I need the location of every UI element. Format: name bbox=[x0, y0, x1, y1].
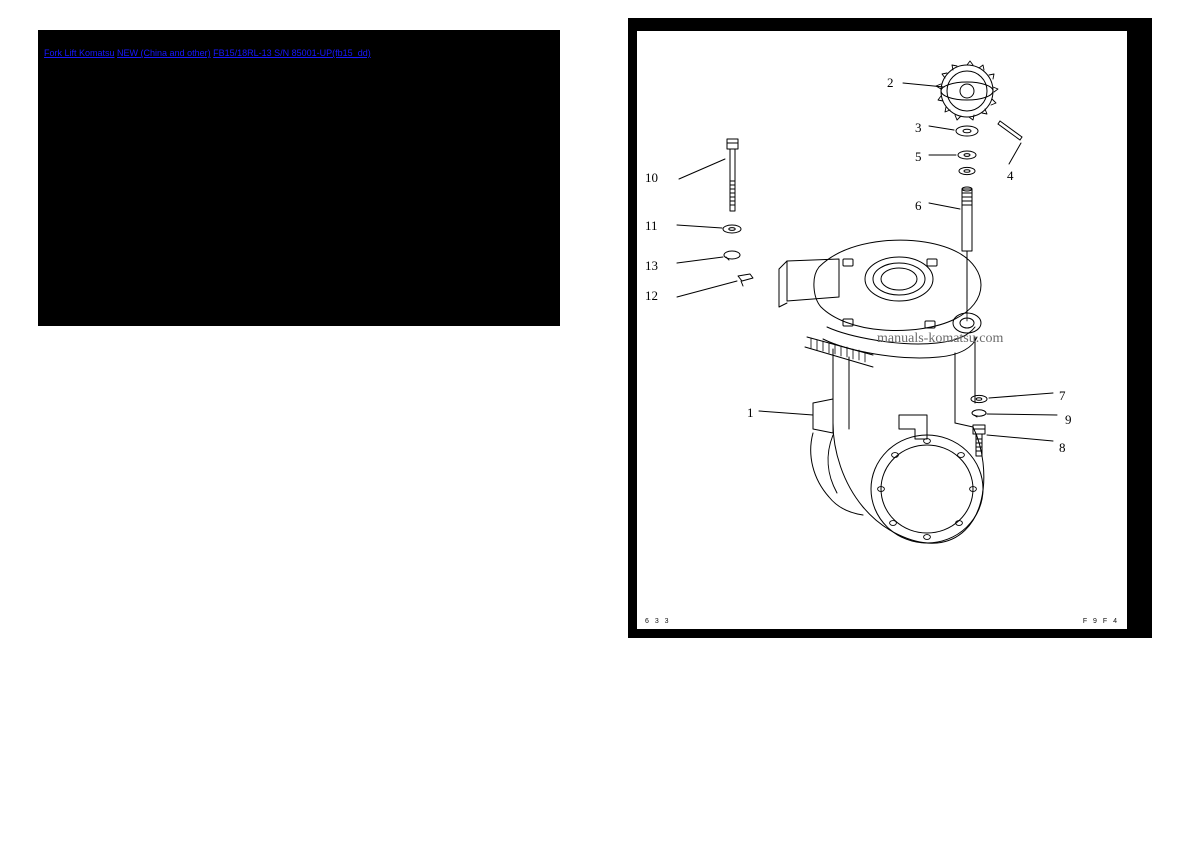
breadcrumb bbox=[44, 48, 371, 59]
diagram-canvas bbox=[637, 31, 1127, 629]
callout-2: 2 bbox=[887, 75, 894, 90]
callout-1: 1 bbox=[747, 405, 754, 420]
footer-code-left: 6 3 3 bbox=[645, 618, 671, 625]
washer-part-11 bbox=[723, 225, 741, 233]
breadcrumb-link-model[interactable]: FB15/18RL-13 S/N 85001-UP(fb15_dd) bbox=[213, 48, 371, 58]
callout-7: 7 bbox=[1059, 388, 1066, 403]
nut-part-5b bbox=[959, 167, 975, 174]
callout-4: 4 bbox=[1007, 168, 1014, 183]
mounting-plate bbox=[779, 259, 839, 307]
pin-part-4 bbox=[998, 121, 1022, 140]
callout-8: 8 bbox=[1059, 440, 1066, 455]
diagram-page-frame bbox=[628, 18, 1152, 638]
bracket-part-12 bbox=[738, 274, 753, 286]
washer-part-5 bbox=[958, 151, 976, 159]
transmission-case-part-1 bbox=[805, 240, 984, 543]
diagram-sheet bbox=[636, 30, 1128, 630]
callout-6: 6 bbox=[915, 198, 922, 213]
left-black-panel bbox=[38, 30, 560, 326]
footer-code-right: F 9 F 4 bbox=[1082, 618, 1119, 625]
breadcrumb-link-region[interactable]: NEW (China and other) bbox=[117, 48, 211, 58]
watermark: manuals-komatsu.com bbox=[877, 331, 1004, 346]
callout-10: 10 bbox=[645, 170, 658, 185]
spring-washer-part-13 bbox=[724, 251, 740, 260]
sprocket-gear-part-2 bbox=[936, 61, 998, 120]
callout-3: 3 bbox=[915, 120, 922, 135]
callout-5: 5 bbox=[915, 149, 922, 164]
washer-part-9 bbox=[972, 410, 986, 417]
callout-11: 11 bbox=[645, 218, 658, 233]
bolt-part-10 bbox=[727, 139, 738, 211]
breadcrumb-link-catalog[interactable]: Fork Lift Komatsu bbox=[44, 48, 115, 58]
callout-13: 13 bbox=[645, 258, 658, 273]
callout-9: 9 bbox=[1065, 412, 1072, 427]
callout-12: 12 bbox=[645, 288, 658, 303]
washer-part-7 bbox=[971, 395, 987, 402]
washer-part-3 bbox=[956, 126, 978, 136]
transmission-assembly-drawing bbox=[637, 31, 1127, 629]
